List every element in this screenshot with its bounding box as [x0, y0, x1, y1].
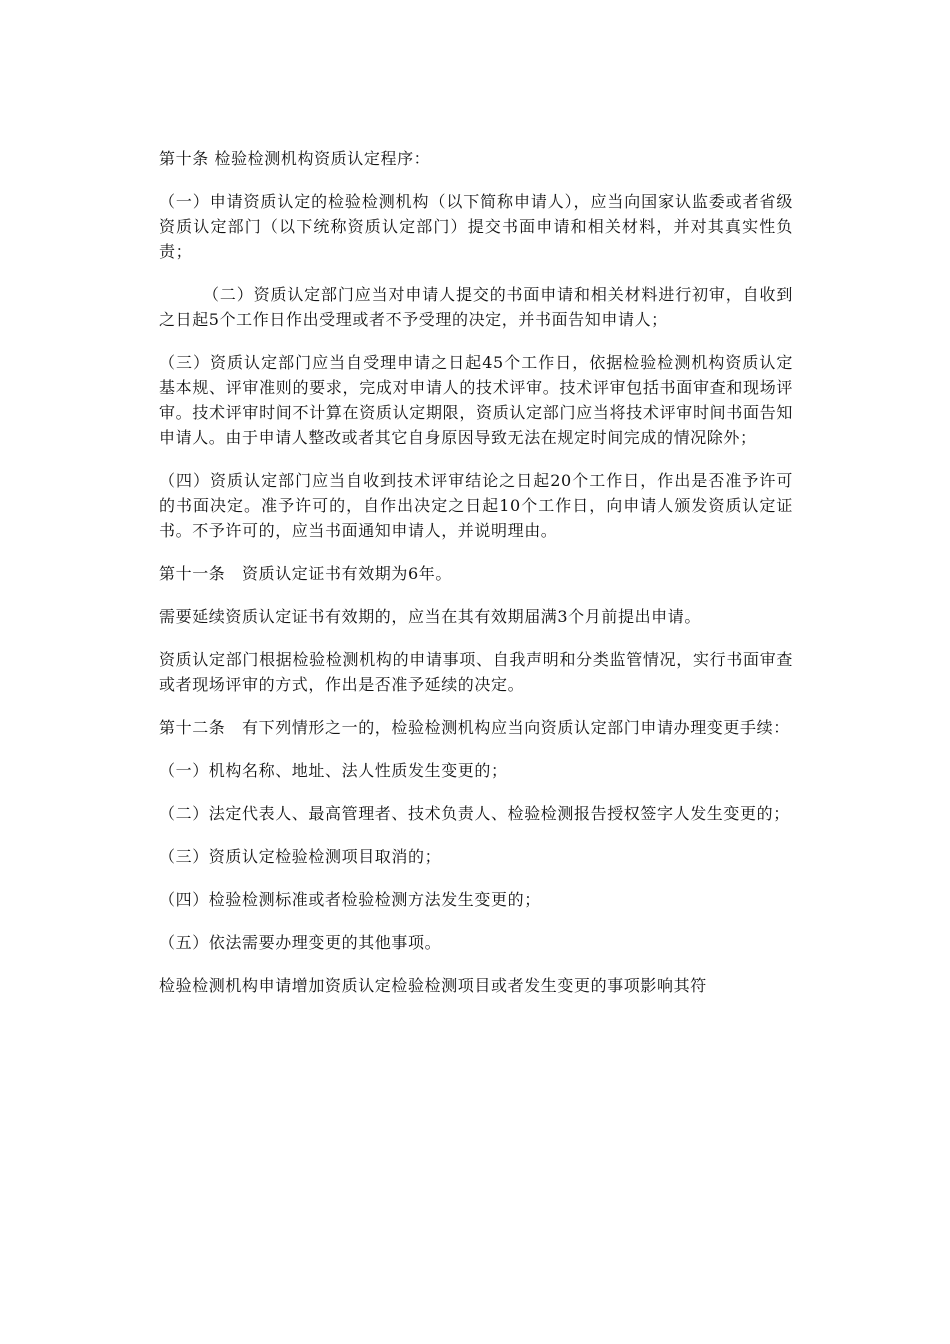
paragraph-article-12-heading: 第十二条 有下列情形之一的，检验检测机构应当向资质认定部门申请办理变更手续：: [159, 718, 790, 737]
paragraph-article-12-item-2: （二）法定代表人、最高管理者、技术负责人、检验检测报告授权签字人发生变更的；: [159, 804, 790, 823]
paragraph-article-12-item-4: （四）检验检测标准或者检验检测方法发生变更的；: [159, 890, 541, 909]
paragraph-article-11-heading: 第十一条 资质认定证书有效期为6年。: [159, 564, 452, 583]
paragraph-article-10-heading: 第十条 检验检测机构资质认定程序：: [159, 149, 431, 168]
paragraph-article-12-item-5: （五）依法需要办理变更的其他事项。: [159, 933, 442, 952]
paragraph-article-12-continuation: 检验检测机构申请增加资质认定检验检测项目或者发生变更的事项影响其符: [159, 976, 707, 995]
paragraph-article-11-review: 资质认定部门根据检验检测机构的申请事项、自我声明和分类监管情况，实行书面审查或者现场评审的方式，作出是否准予延续的决定。: [159, 650, 793, 694]
paragraph-article-11-renewal: 需要延续资质认定证书有效期的，应当在其有效期届满3个月前提出申请。: [159, 607, 701, 626]
paragraph-article-12-item-1: （一）机构名称、地址、法人性质发生变更的；: [159, 761, 508, 780]
paragraph-article-10-item-1: （一）申请资质认定的检验检测机构（以下简称申请人），应当向国家认监委或者省级资质认定部门（以下统称资质认定部门）提交书面申请和相关材料，并对其真实性负责；: [159, 192, 793, 261]
paragraph-article-10-item-4: （四）资质认定部门应当自收到技术评审结论之日起20个工作日，作出是否准予许可的书面决定。准予许可的，自作出决定之日起10个工作日，向申请人颁发资质认定证书。不予许可的，应当书面通知申请人，并说明理由。: [159, 471, 793, 540]
paragraph-article-10-item-2: （二）资质认定部门应当对申请人提交的书面申请和相关材料进行初审，自收到之日起5个工作日作出受理或者不予受理的决定，并书面告知申请人；: [159, 285, 793, 329]
paragraph-article-10-item-3: （三）资质认定部门应当自受理申请之日起45个工作日，依据检验检测机构资质认定基本规、评审准则的要求，完成对申请人的技术评审。技术评审包括书面审查和现场评审。技术评审时间不计算在资质认定期限，资质认定部门应当将技术评审时间书面告知申请人。由于申请人整改或者其它自身原因导致无法在规定时间完成的情况除外；: [159, 353, 793, 447]
paragraph-article-12-item-3: （三）资质认定检验检测项目取消的；: [159, 847, 442, 866]
document-body: [159, 146, 793, 1016]
